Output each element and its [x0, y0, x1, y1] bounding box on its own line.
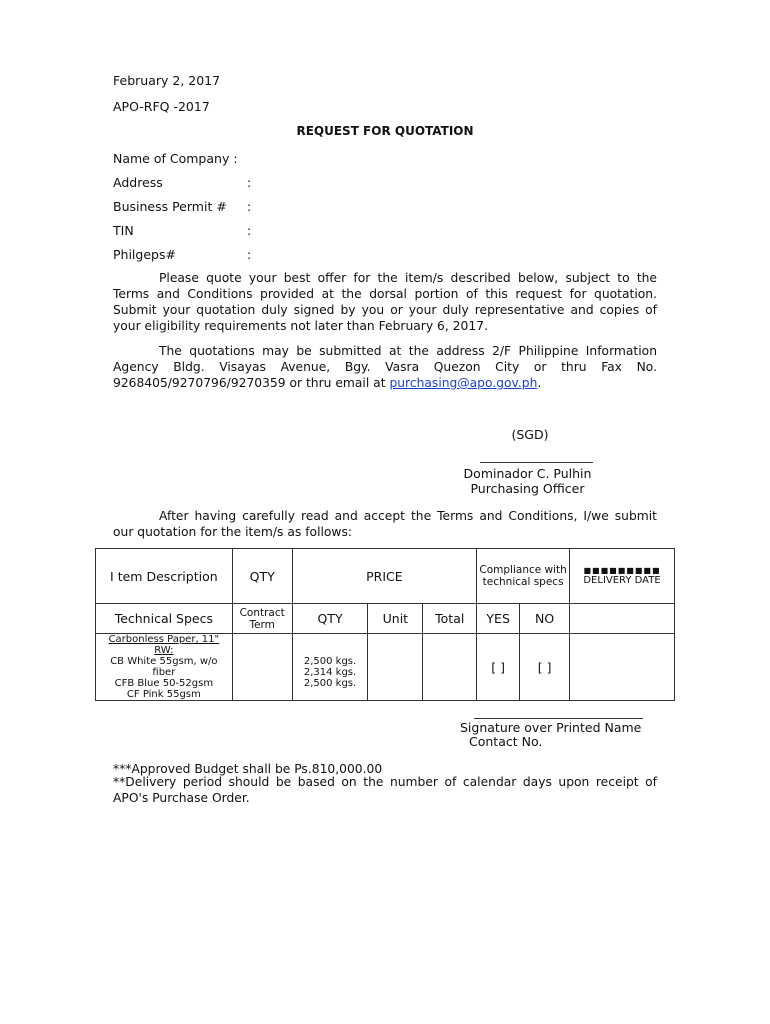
field-address-label: Address [113, 175, 163, 190]
total-cell[interactable] [423, 634, 477, 701]
header-delivery-cell [570, 549, 675, 604]
item-line: CF Pink 55gsm [126, 689, 201, 700]
field-company-label: Name of Company : [113, 151, 238, 166]
item-line: CB White 55gsm, w/o fiber [110, 656, 218, 678]
header-unit: Unit [368, 604, 423, 634]
field-tin-colon: : [247, 223, 252, 238]
acceptance-paragraph [113, 508, 657, 540]
header-qty: QTY [232, 549, 292, 604]
header-empty [570, 604, 675, 634]
email-link[interactable]: purchasing@apo.gov.ph [389, 376, 538, 390]
delivery-note: **Delivery period should be based on the number of calendar days upon receipt of APO's Purchase Order. [113, 775, 657, 805]
header-dots: ■■■■■■■■■ [583, 565, 661, 575]
delivery-date-cell[interactable] [570, 634, 675, 701]
qty-value: 2,500 kgs. [303, 655, 357, 667]
table-header-row-1 [96, 549, 675, 604]
header-contract-term: Contract Term [232, 604, 292, 634]
applicant-signature-line [474, 718, 643, 719]
yes-checkbox[interactable]: [ ] [477, 634, 520, 701]
instruction-text: Please quote your best offer for the item/s described below, subject to the Terms and Conditions provided at the dorsal portion of this request for quotation. Submit your quotation duly signed by you or your duly representative and copies of your eligibility requirements not later than February 6, 2017. [113, 271, 657, 333]
acceptance-text: After having carefully read and accept the Terms and Conditions, I/we submit our quotation for the item/s as follows: [113, 509, 657, 539]
no-checkbox[interactable]: [ ] [520, 634, 570, 701]
submission-end: . [537, 376, 542, 390]
qty-value: 2,314 kgs. [303, 666, 357, 678]
table-row [96, 634, 675, 701]
field-address-colon: : [247, 175, 252, 190]
signatory-name: Dominador C. Pulhin [463, 466, 592, 481]
document-date: February 2, 2017 [113, 73, 221, 88]
header-qty-2: QTY [292, 604, 368, 634]
signatory-line [480, 462, 593, 463]
header-price: PRICE [292, 549, 477, 604]
instruction-paragraph [113, 270, 657, 334]
item-line: CFB Blue 50-52gsm [114, 678, 214, 689]
submission-text: The quotations may be submitted at the address 2/F Philippine Information Agency Bldg. Visayas Avenue, Bgy. Vasra Quezon City or thru Fax No. 9268405/9270796/9270359 or thru email at [113, 344, 657, 390]
field-philgeps-label: Philgeps# [113, 247, 176, 262]
header-yes: YES [477, 604, 520, 634]
contract-term-cell[interactable] [232, 634, 292, 701]
header-compliance: Compliance with technical specs [477, 549, 570, 604]
sgd-mark: (SGD) [511, 427, 549, 442]
field-permit-colon: : [247, 199, 252, 214]
unit-cell[interactable] [368, 634, 423, 701]
item-title: Carbonless Paper, 11" RW: [108, 634, 220, 656]
header-technical-specs: Technical Specs [96, 604, 233, 634]
header-delivery-date: DELIVERY DATE [583, 574, 661, 586]
qty-value: 2,500 kgs. [303, 677, 357, 689]
field-tin-label: TIN [113, 223, 134, 238]
signatory-position: Purchasing Officer [470, 481, 585, 496]
header-item-description: I tem Description [96, 549, 233, 604]
quotation-table [95, 548, 675, 701]
contact-label: Contact No. [469, 734, 543, 749]
item-description-cell [96, 634, 233, 701]
header-no: NO [520, 604, 570, 634]
budget-note: ***Approved Budget shall be Ps.810,000.00 [113, 762, 383, 776]
table-header-row-2 [96, 604, 675, 634]
reference-number: APO-RFQ -2017 [113, 99, 210, 114]
page-title: REQUEST FOR QUOTATION [296, 124, 474, 138]
field-philgeps-colon: : [247, 247, 252, 262]
header-total: Total [423, 604, 477, 634]
submission-paragraph [113, 343, 657, 391]
qty-cell [292, 634, 368, 701]
signature-label: Signature over Printed Name [460, 720, 642, 735]
field-permit-label: Business Permit # [113, 199, 227, 214]
